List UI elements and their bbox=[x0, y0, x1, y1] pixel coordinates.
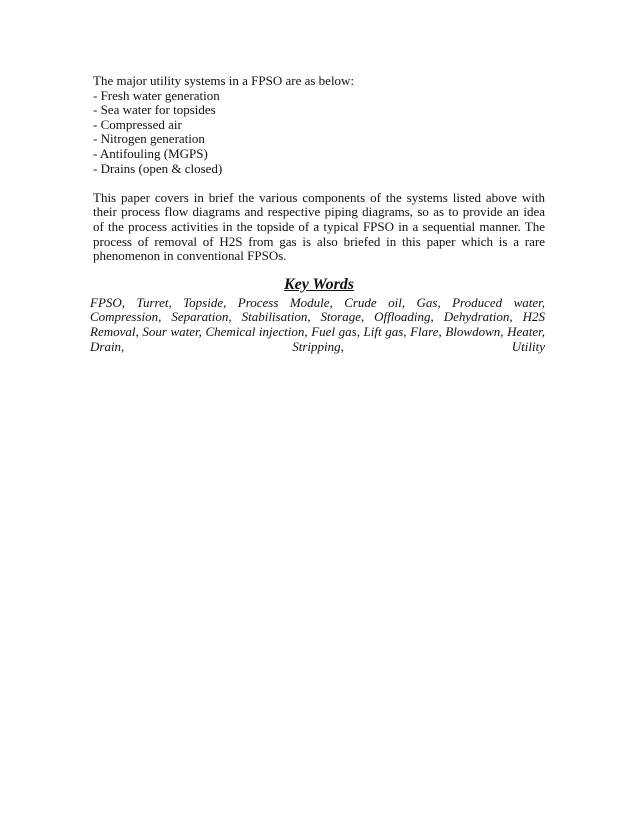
list-item: - Sea water for topsides bbox=[93, 102, 216, 118]
keywords-text: FPSO, Turret, Topside, Process Module, Crude oil, Gas, Produced water, Compression, Separation, Stabilisation, Storage, Offloading, Dehydration, H2S Removal, Sour water, Chemical injection, Fuel gas, Lift gas, Flare, Blowdown, Heater, Drain, Stripping, Utility bbox=[90, 294, 545, 354]
list-item: - Drains (open & closed) bbox=[93, 160, 223, 176]
list-item: - Fresh water generation bbox=[93, 87, 220, 103]
summary-paragraph: This paper covers in brief the various components of the systems listed above with their process flow diagrams and respective piping diagrams, so as to provide an idea of the process activities in the topside of a typical FPSO in a sequential manner. The process of removal of H2S from gas is also briefed in this paper which is a rare phenomenon in conventional FPSOs. bbox=[93, 189, 545, 264]
list-item: - Antifouling (MGPS) bbox=[93, 145, 208, 161]
list-item: - Compressed air bbox=[93, 116, 182, 132]
page-content bbox=[90, 73, 545, 354]
keywords-heading: Key Words bbox=[283, 275, 355, 293]
utility-intro-text: The major utility systems in a FPSO are as below: bbox=[93, 73, 355, 88]
utility-systems-list bbox=[93, 89, 545, 177]
list-item: - Nitrogen generation bbox=[93, 131, 205, 147]
